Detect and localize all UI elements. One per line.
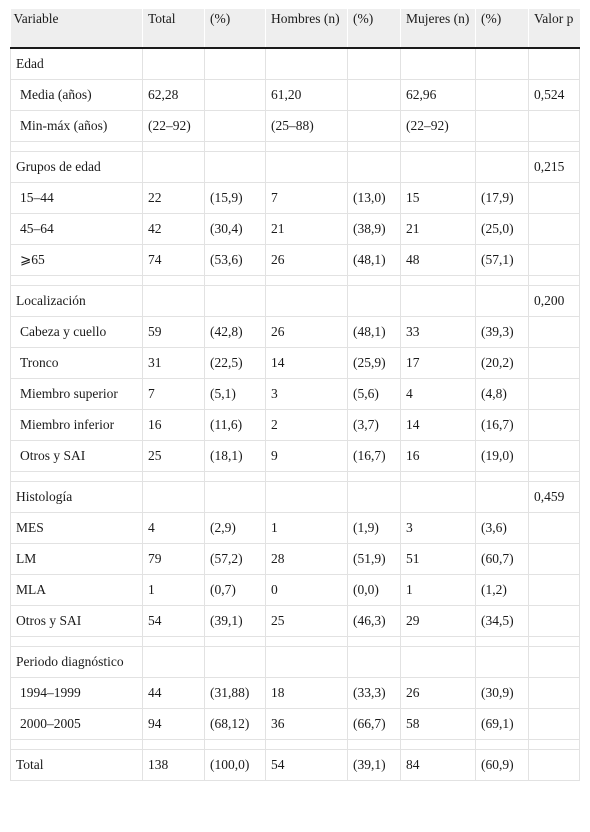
table-row — [11, 111, 580, 142]
table-cell — [266, 482, 348, 513]
table-cell: 14 — [401, 410, 476, 441]
table-cell: (25,9) — [348, 348, 401, 379]
table-cell: (15,9) — [205, 183, 266, 214]
table-cell: 0,524 — [529, 80, 580, 111]
table-cell: (25–88) — [266, 111, 348, 142]
table-cell: (42,8) — [205, 317, 266, 348]
table-cell: 51 — [401, 544, 476, 575]
spacer-cell — [476, 142, 529, 152]
table-cell — [401, 152, 476, 183]
row-label-cell: Miembro inferior — [11, 410, 143, 441]
table-cell — [401, 48, 476, 80]
table-cell: 14 — [266, 348, 348, 379]
header-cell: (%) — [348, 9, 401, 48]
table-cell: (2,9) — [205, 513, 266, 544]
table-cell — [266, 48, 348, 80]
data-table — [10, 9, 580, 781]
table-cell — [205, 482, 266, 513]
table-body — [11, 48, 580, 781]
table-cell — [348, 482, 401, 513]
header-cell: Variable — [11, 9, 143, 48]
table-cell: (100,0) — [205, 750, 266, 781]
table-cell: 94 — [143, 709, 205, 740]
table-cell — [401, 647, 476, 678]
table-cell — [266, 152, 348, 183]
spacer-cell — [476, 472, 529, 482]
table-cell — [348, 286, 401, 317]
table-cell — [348, 152, 401, 183]
row-label-cell: Otros y SAI — [11, 441, 143, 472]
table-cell: 9 — [266, 441, 348, 472]
row-label-cell: MLA — [11, 575, 143, 606]
table-cell — [529, 183, 580, 214]
table-cell: 61,20 — [266, 80, 348, 111]
table-cell: (34,5) — [476, 606, 529, 637]
table-cell: (57,1) — [476, 245, 529, 276]
table-cell: 84 — [401, 750, 476, 781]
table-cell: 0,215 — [529, 152, 580, 183]
spacer-row — [11, 276, 580, 286]
table-cell — [205, 647, 266, 678]
table-cell: 54 — [143, 606, 205, 637]
table-cell — [143, 48, 205, 80]
table-cell — [529, 317, 580, 348]
table-cell: 7 — [266, 183, 348, 214]
table-cell — [529, 111, 580, 142]
table-cell — [529, 348, 580, 379]
spacer-cell — [266, 637, 348, 647]
spacer-cell — [143, 472, 205, 482]
table-cell: 28 — [266, 544, 348, 575]
table-cell: 138 — [143, 750, 205, 781]
spacer-cell — [205, 142, 266, 152]
spacer-cell — [11, 142, 143, 152]
table-cell: 29 — [401, 606, 476, 637]
table-cell — [348, 80, 401, 111]
table-cell: 4 — [401, 379, 476, 410]
table-cell: 1 — [143, 575, 205, 606]
table-cell: 22 — [143, 183, 205, 214]
table-cell — [529, 214, 580, 245]
table-cell — [529, 606, 580, 637]
table-cell: 36 — [266, 709, 348, 740]
row-label-cell: Histología — [11, 482, 143, 513]
table-cell: (0,0) — [348, 575, 401, 606]
row-label-cell: ⩾65 — [11, 245, 143, 276]
spacer-cell — [348, 740, 401, 750]
table-row — [11, 544, 580, 575]
table-cell — [266, 647, 348, 678]
spacer-cell — [266, 276, 348, 286]
table-row — [11, 245, 580, 276]
table-cell — [143, 647, 205, 678]
table-cell: (53,6) — [205, 245, 266, 276]
table-cell: (33,3) — [348, 678, 401, 709]
table-cell: (30,4) — [205, 214, 266, 245]
spacer-cell — [529, 740, 580, 750]
table-row — [11, 214, 580, 245]
spacer-cell — [401, 740, 476, 750]
table-cell: (22–92) — [401, 111, 476, 142]
table-cell — [476, 286, 529, 317]
table-row — [11, 317, 580, 348]
table-row — [11, 575, 580, 606]
table-cell — [205, 48, 266, 80]
table-cell: (3,6) — [476, 513, 529, 544]
table-cell: (68,12) — [205, 709, 266, 740]
table-cell: (39,1) — [205, 606, 266, 637]
table-cell — [529, 647, 580, 678]
spacer-cell — [348, 472, 401, 482]
table-cell: 26 — [266, 317, 348, 348]
table-row — [11, 379, 580, 410]
table-cell: (69,1) — [476, 709, 529, 740]
table-cell — [143, 152, 205, 183]
spacer-cell — [348, 142, 401, 152]
row-label-cell: 45–64 — [11, 214, 143, 245]
table-cell — [529, 441, 580, 472]
header-cell: (%) — [476, 9, 529, 48]
table-cell — [529, 709, 580, 740]
row-label-cell: MES — [11, 513, 143, 544]
header-cell: (%) — [205, 9, 266, 48]
table-cell: 2 — [266, 410, 348, 441]
table-cell — [348, 48, 401, 80]
row-label-cell: Total — [11, 750, 143, 781]
table-row — [11, 482, 580, 513]
table-cell: (13,0) — [348, 183, 401, 214]
header-cell: Total — [143, 9, 205, 48]
table-cell: (31,88) — [205, 678, 266, 709]
table-cell: 17 — [401, 348, 476, 379]
row-label-cell: Grupos de edad — [11, 152, 143, 183]
table-cell — [476, 111, 529, 142]
spacer-cell — [266, 472, 348, 482]
table-cell: 16 — [401, 441, 476, 472]
table-cell: 25 — [266, 606, 348, 637]
spacer-cell — [348, 637, 401, 647]
table-cell: 16 — [143, 410, 205, 441]
table-cell: (51,9) — [348, 544, 401, 575]
row-label-cell: Localización — [11, 286, 143, 317]
spacer-cell — [401, 637, 476, 647]
spacer-cell — [266, 142, 348, 152]
table-row — [11, 152, 580, 183]
table-cell — [529, 678, 580, 709]
table-row — [11, 750, 580, 781]
row-label-cell: Periodo diagnóstico — [11, 647, 143, 678]
table-cell: (0,7) — [205, 575, 266, 606]
table-cell: 21 — [401, 214, 476, 245]
spacer-row — [11, 472, 580, 482]
table-cell: 26 — [266, 245, 348, 276]
table-cell: 1 — [401, 575, 476, 606]
table-cell — [529, 379, 580, 410]
spacer-row — [11, 740, 580, 750]
table-row — [11, 606, 580, 637]
table-cell: 0 — [266, 575, 348, 606]
spacer-cell — [476, 740, 529, 750]
table-cell: (22,5) — [205, 348, 266, 379]
table-cell — [476, 80, 529, 111]
table-cell: 44 — [143, 678, 205, 709]
table-cell: 1 — [266, 513, 348, 544]
row-label-cell: Tronco — [11, 348, 143, 379]
spacer-cell — [11, 472, 143, 482]
header-row — [11, 9, 580, 48]
table-cell: 25 — [143, 441, 205, 472]
table-cell — [529, 410, 580, 441]
table-cell: (46,3) — [348, 606, 401, 637]
table-cell — [476, 647, 529, 678]
table-cell: (16,7) — [348, 441, 401, 472]
spacer-cell — [11, 740, 143, 750]
table-row — [11, 80, 580, 111]
table-row — [11, 348, 580, 379]
table-cell — [205, 111, 266, 142]
table-cell — [266, 286, 348, 317]
table-cell — [529, 513, 580, 544]
table-cell — [529, 575, 580, 606]
table-cell: (60,7) — [476, 544, 529, 575]
table-cell: (11,6) — [205, 410, 266, 441]
table-cell: (4,8) — [476, 379, 529, 410]
table-row — [11, 513, 580, 544]
table-cell — [476, 152, 529, 183]
table-cell: 58 — [401, 709, 476, 740]
spacer-cell — [143, 637, 205, 647]
table-cell: 0,459 — [529, 482, 580, 513]
table-cell — [529, 245, 580, 276]
spacer-cell — [205, 472, 266, 482]
table-cell: 0,200 — [529, 286, 580, 317]
table-cell: (18,1) — [205, 441, 266, 472]
table-cell: (60,9) — [476, 750, 529, 781]
row-label-cell: 2000–2005 — [11, 709, 143, 740]
table-cell — [529, 544, 580, 575]
table-cell: (38,9) — [348, 214, 401, 245]
table-cell: 31 — [143, 348, 205, 379]
table-cell — [401, 482, 476, 513]
table-cell — [476, 482, 529, 513]
table-cell: 62,28 — [143, 80, 205, 111]
table-cell: (39,3) — [476, 317, 529, 348]
spacer-cell — [476, 276, 529, 286]
table-row — [11, 647, 580, 678]
spacer-cell — [401, 472, 476, 482]
spacer-cell — [476, 637, 529, 647]
row-label-cell: Media (años) — [11, 80, 143, 111]
table-cell — [529, 48, 580, 80]
table-cell — [143, 286, 205, 317]
row-label-cell: Edad — [11, 48, 143, 80]
table-cell — [348, 111, 401, 142]
row-label-cell: Otros y SAI — [11, 606, 143, 637]
table-cell: (20,2) — [476, 348, 529, 379]
table-cell: (17,9) — [476, 183, 529, 214]
table-cell: 59 — [143, 317, 205, 348]
header-cell: Mujeres (n) — [401, 9, 476, 48]
row-label-cell: 1994–1999 — [11, 678, 143, 709]
spacer-cell — [401, 276, 476, 286]
table-row — [11, 678, 580, 709]
row-label-cell: 15–44 — [11, 183, 143, 214]
table-row — [11, 709, 580, 740]
spacer-cell — [143, 276, 205, 286]
table-cell: 48 — [401, 245, 476, 276]
row-label-cell: LM — [11, 544, 143, 575]
spacer-cell — [205, 637, 266, 647]
table-cell: 15 — [401, 183, 476, 214]
table-cell — [476, 48, 529, 80]
table-cell: (1,9) — [348, 513, 401, 544]
table-cell — [348, 647, 401, 678]
table-cell: 3 — [401, 513, 476, 544]
spacer-cell — [205, 740, 266, 750]
table-cell: 62,96 — [401, 80, 476, 111]
table-cell: (48,1) — [348, 317, 401, 348]
table-cell: 21 — [266, 214, 348, 245]
header-cell: Hombres (n) — [266, 9, 348, 48]
table-cell: 79 — [143, 544, 205, 575]
table-cell: 3 — [266, 379, 348, 410]
table-cell: (19,0) — [476, 441, 529, 472]
spacer-cell — [11, 637, 143, 647]
table-cell: 33 — [401, 317, 476, 348]
spacer-cell — [401, 142, 476, 152]
spacer-cell — [143, 142, 205, 152]
table-cell: 7 — [143, 379, 205, 410]
table-row — [11, 183, 580, 214]
table-cell: (48,1) — [348, 245, 401, 276]
spacer-cell — [143, 740, 205, 750]
table-cell: (16,7) — [476, 410, 529, 441]
table-cell — [205, 286, 266, 317]
table-cell: (5,1) — [205, 379, 266, 410]
table-row — [11, 48, 580, 80]
spacer-cell — [266, 740, 348, 750]
table-cell — [401, 286, 476, 317]
spacer-cell — [529, 637, 580, 647]
table-cell: (30,9) — [476, 678, 529, 709]
table-cell: (5,6) — [348, 379, 401, 410]
spacer-cell — [529, 472, 580, 482]
spacer-cell — [348, 276, 401, 286]
table-cell: (25,0) — [476, 214, 529, 245]
row-label-cell: Min-máx (años) — [11, 111, 143, 142]
spacer-cell — [11, 276, 143, 286]
table-cell: (39,1) — [348, 750, 401, 781]
table-cell — [205, 152, 266, 183]
row-label-cell: Cabeza y cuello — [11, 317, 143, 348]
spacer-cell — [529, 276, 580, 286]
table-row — [11, 410, 580, 441]
table-cell: 26 — [401, 678, 476, 709]
spacer-cell — [529, 142, 580, 152]
table-cell: 18 — [266, 678, 348, 709]
spacer-row — [11, 637, 580, 647]
header-cell: Valor p — [529, 9, 580, 48]
table-row — [11, 286, 580, 317]
table-cell — [143, 482, 205, 513]
table-cell: 74 — [143, 245, 205, 276]
table-cell: (3,7) — [348, 410, 401, 441]
spacer-row — [11, 142, 580, 152]
table-cell: (57,2) — [205, 544, 266, 575]
table-cell: (1,2) — [476, 575, 529, 606]
row-label-cell: Miembro superior — [11, 379, 143, 410]
spacer-cell — [205, 276, 266, 286]
table-cell: 4 — [143, 513, 205, 544]
table-row — [11, 441, 580, 472]
table-cell: (66,7) — [348, 709, 401, 740]
table-cell: 54 — [266, 750, 348, 781]
table-cell: 42 — [143, 214, 205, 245]
table-cell — [529, 750, 580, 781]
table-cell: (22–92) — [143, 111, 205, 142]
table-cell — [205, 80, 266, 111]
